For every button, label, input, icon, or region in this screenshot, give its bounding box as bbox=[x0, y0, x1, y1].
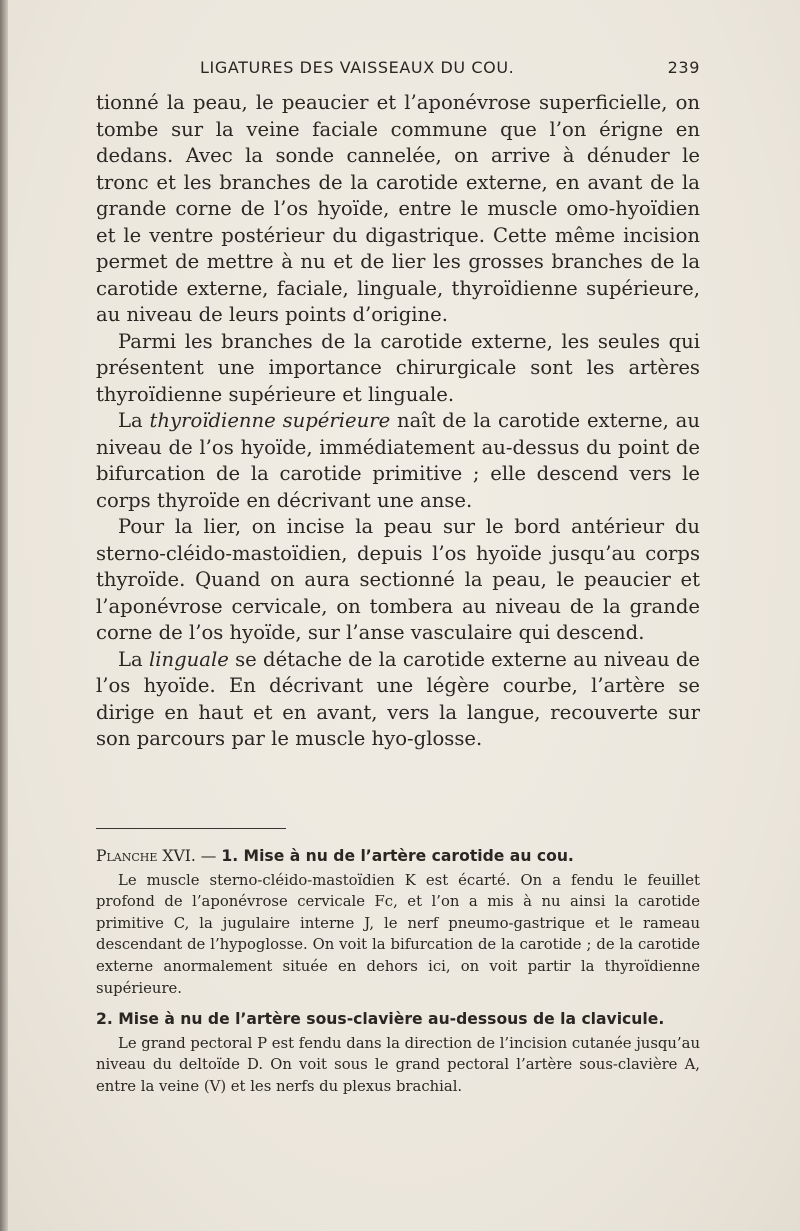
body-paragraph-5 bbox=[96, 647, 700, 753]
body-text bbox=[96, 90, 700, 753]
caption-1-title: 1. Mise à nu de l’artère carotide au cou. bbox=[221, 847, 574, 865]
text-run: Pour la lier, on incise la peau sur le bord antérieur du sterno-cléido-mastoïdien, depuis l’os hyoïde jusqu’au corps thyroïde. Quand on aura sectionné la peau, le peaucier et l’aponévrose cervicale, on tombera au niveau de la grande corne de l’os hyoïde, sur l’anse vasculaire qui descend. bbox=[96, 515, 700, 644]
text-run: tionné la peau, le peaucier et l’aponévrose superficielle, on tombe sur la veine faciale commune que l’on érigne en dedans. Avec la sonde cannelée, on arrive à dénuder le tronc et les branches de la carotide externe, en avant de la grande corne de l’os hyoïde, entre le muscle omo-hyoïdien et le ventre postérieur du digastrique. Cette même incision permet de mettre à nu et de lier les grosses branches de la carotide externe, faciale, linguale, thyroïdienne supérieure, au niveau de leurs points d’origine. bbox=[96, 91, 700, 326]
body-paragraph-1 bbox=[96, 90, 700, 329]
running-title: LIGATURES DES VAISSEAUX DU COU. bbox=[200, 58, 515, 77]
text-run: naît de la carotide externe, au niveau de l’os hyoïde, immédiatement au-dessus du point de bifurcation de la carotide primitive ; elle descend vers le corps thyroïde en décrivant une anse. bbox=[96, 409, 700, 512]
running-header bbox=[96, 58, 700, 82]
text-run: La bbox=[118, 409, 150, 432]
body-paragraph-4 bbox=[96, 514, 700, 647]
body-paragraph-3 bbox=[96, 408, 700, 514]
caption-1-plate: Planche XVI. — bbox=[96, 847, 222, 865]
caption-1-text: Le muscle sterno-cléido-mastoïdien K est écarté. On a fendu le feuillet profond de l’aponévrose cervicale Fc, et l’on a mis à nu ainsi la carotide primitive C, la jugulaire interne J, le nerf pneumo-gastrique et le rameau descendant de l’hypoglosse. On voit la bifurcation de la carotide ; de la carotide externe anormalement située en dehors ici, on voit partir la thyroïdienne supérieure. bbox=[96, 871, 700, 997]
caption-1-heading bbox=[96, 846, 700, 868]
body-paragraph-2 bbox=[96, 329, 700, 409]
plate-caption bbox=[96, 846, 700, 1098]
caption-2-text: Le grand pectoral P est fendu dans la direction de l’incision cutanée jusqu’au niveau du deltoïde D. On voit sous le grand pectoral l’artère sous-clavière A, entre la veine (V) et les nerfs du plexus brachial. bbox=[96, 1034, 700, 1095]
page-number: 239 bbox=[667, 58, 700, 77]
caption-2-heading: 2. Mise à nu de l’artère sous-clavière au-dessous de la clavicule. bbox=[96, 1010, 665, 1029]
footnote-rule bbox=[96, 828, 286, 829]
text-run: Parmi les branches de la carotide externe, les seules qui présentent une importance chirurgicale sont les artères thyroïdienne supérieure et linguale. bbox=[96, 329, 700, 406]
text-run: La bbox=[118, 647, 149, 671]
italic-term: linguale bbox=[148, 647, 229, 671]
text-run: se détache de la carotide externe au niveau de l’os hyoïde. En décrivant une légère courbe, l’artère se dirige en haut et en avant, vers la langue, recouverte sur son parcours par le muscle hyo-glosse. bbox=[96, 647, 700, 750]
italic-term: thyroïdienne supérieure bbox=[149, 409, 391, 432]
page-binding-edge bbox=[0, 0, 8, 1231]
